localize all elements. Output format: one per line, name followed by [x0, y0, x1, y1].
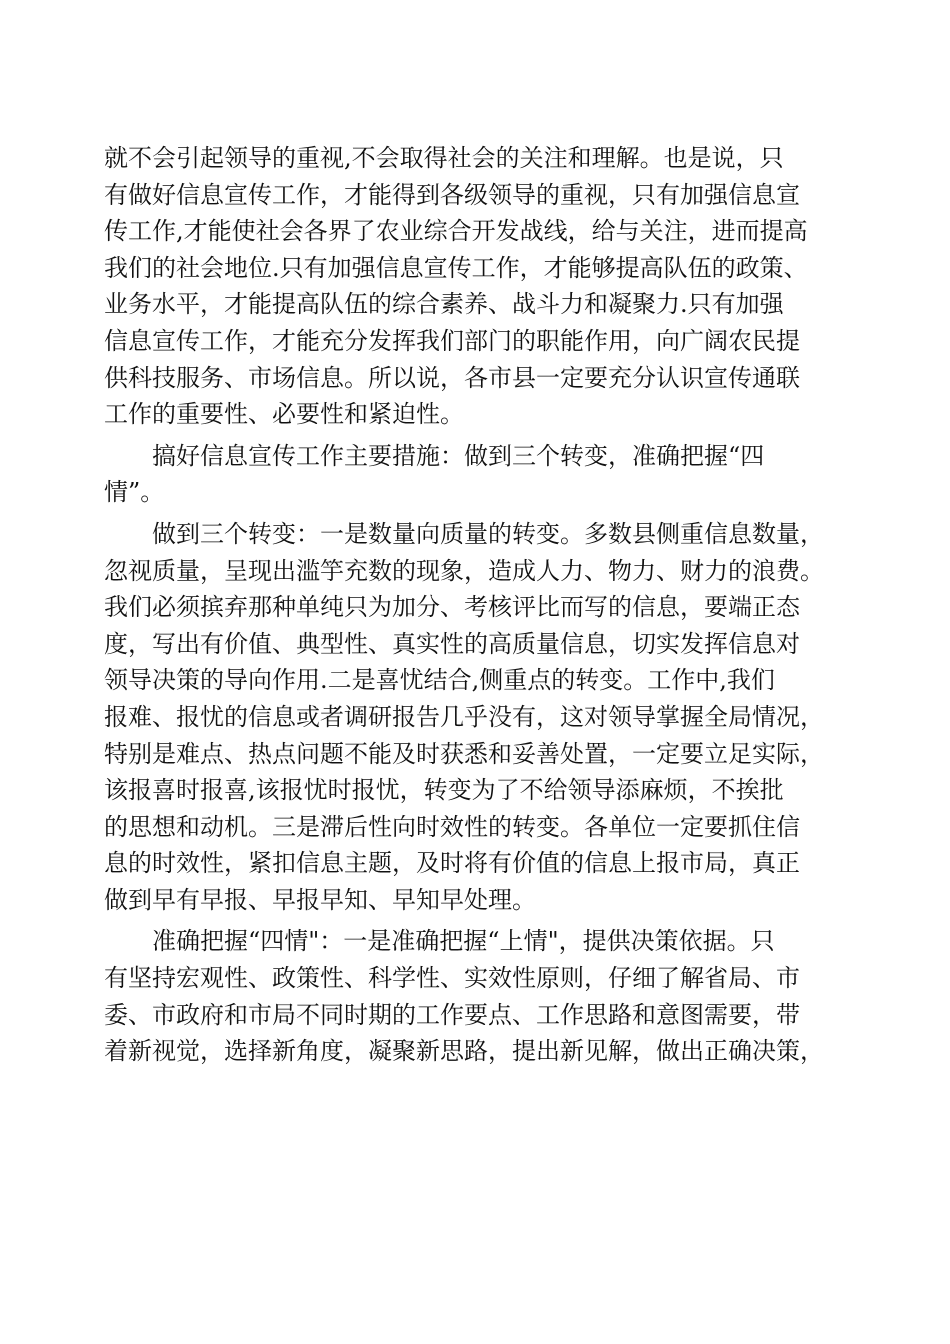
text-line: 信息宣传工作，才能充分发挥我们部门的职能作用，向广阔农民提 — [104, 326, 800, 355]
text-line: 的思想和动机。三是滞后性向时效性的转变。各单位一定要抓住信 — [104, 812, 800, 841]
text-line: 领导决策的导向作用.二是喜忧结合,侧重点的转变。工作中,我们 — [104, 666, 775, 695]
text-line: 息的时效性，紧扣信息主题，及时将有价值的信息上报市局，真正 — [104, 849, 800, 878]
text-line: 情”。 — [104, 478, 165, 507]
text-line: 我们的社会地位.只有加强信息宣传工作，才能够提高队伍的政策、 — [104, 253, 808, 282]
text-line: 工作的重要性、必要性和紧迫性。 — [104, 400, 464, 429]
paragraph-measures — [104, 438, 864, 511]
paragraph-four-situations — [104, 923, 864, 1069]
text-line: 我们必须摈弃那种单纯只为加分、考核评比而写的信息，要端正态 — [104, 593, 800, 622]
text-line: 有坚持宏观性、政策性、科学性、实效性原则，仔细了解省局、市 — [104, 964, 800, 993]
text-line: 就不会引起领导的重视,不会取得社会的关注和理解。也是说，只 — [104, 144, 784, 172]
paragraph-three-changes — [104, 516, 864, 919]
text-line: 特别是难点、热点问题不能及时获悉和妥善处置，一定要立足实际， — [104, 739, 824, 768]
text-line: 搞好信息宣传工作主要措施：做到三个转变，准确把握“四 — [152, 441, 765, 470]
document-body — [104, 140, 864, 1070]
text-line: 度，写出有价值、典型性、真实性的高质量信息，切实发挥信息对 — [104, 629, 800, 658]
text-line: 着新视觉，选择新角度，凝聚新思路，提出新见解，做出正确决策， — [104, 1037, 824, 1066]
paragraph-importance — [104, 140, 864, 433]
text-line: 传工作,才能使社会各界了农业综合开发战线，给与关注，进而提高 — [104, 217, 808, 246]
text-line: 委、市政府和市局不同时期的工作要点、工作思路和意图需要，带 — [104, 1000, 800, 1029]
text-line: 有做好信息宣传工作，才能得到各级领导的重视，只有加强信息宣 — [104, 180, 800, 209]
text-line: 忽视质量，呈现出滥竽充数的现象，造成人力、物力、财力的浪费。 — [104, 556, 824, 585]
text-line: 做到三个转变：一是数量向质量的转变。多数县侧重信息数量， — [152, 519, 824, 548]
text-line: 做到早有早报、早报早知、早知早处理。 — [104, 885, 536, 914]
text-line: 供科技服务、市场信息。所以说，各市县一定要充分认识宣传通联 — [104, 363, 800, 392]
text-line: 准确把握“四情"：一是准确把握“上情"，提供决策依据。只 — [152, 927, 775, 956]
text-line: 报难、报忧的信息或者调研报告几乎没有，这对领导掌握全局情况， — [104, 702, 824, 731]
text-line: 该报喜时报喜,该报忧时报忧，转变为了不给领导添麻烦，不挨批 — [104, 776, 784, 805]
text-line: 业务水平，才能提高队伍的综合素养、战斗力和凝聚力.只有加强 — [104, 290, 784, 319]
